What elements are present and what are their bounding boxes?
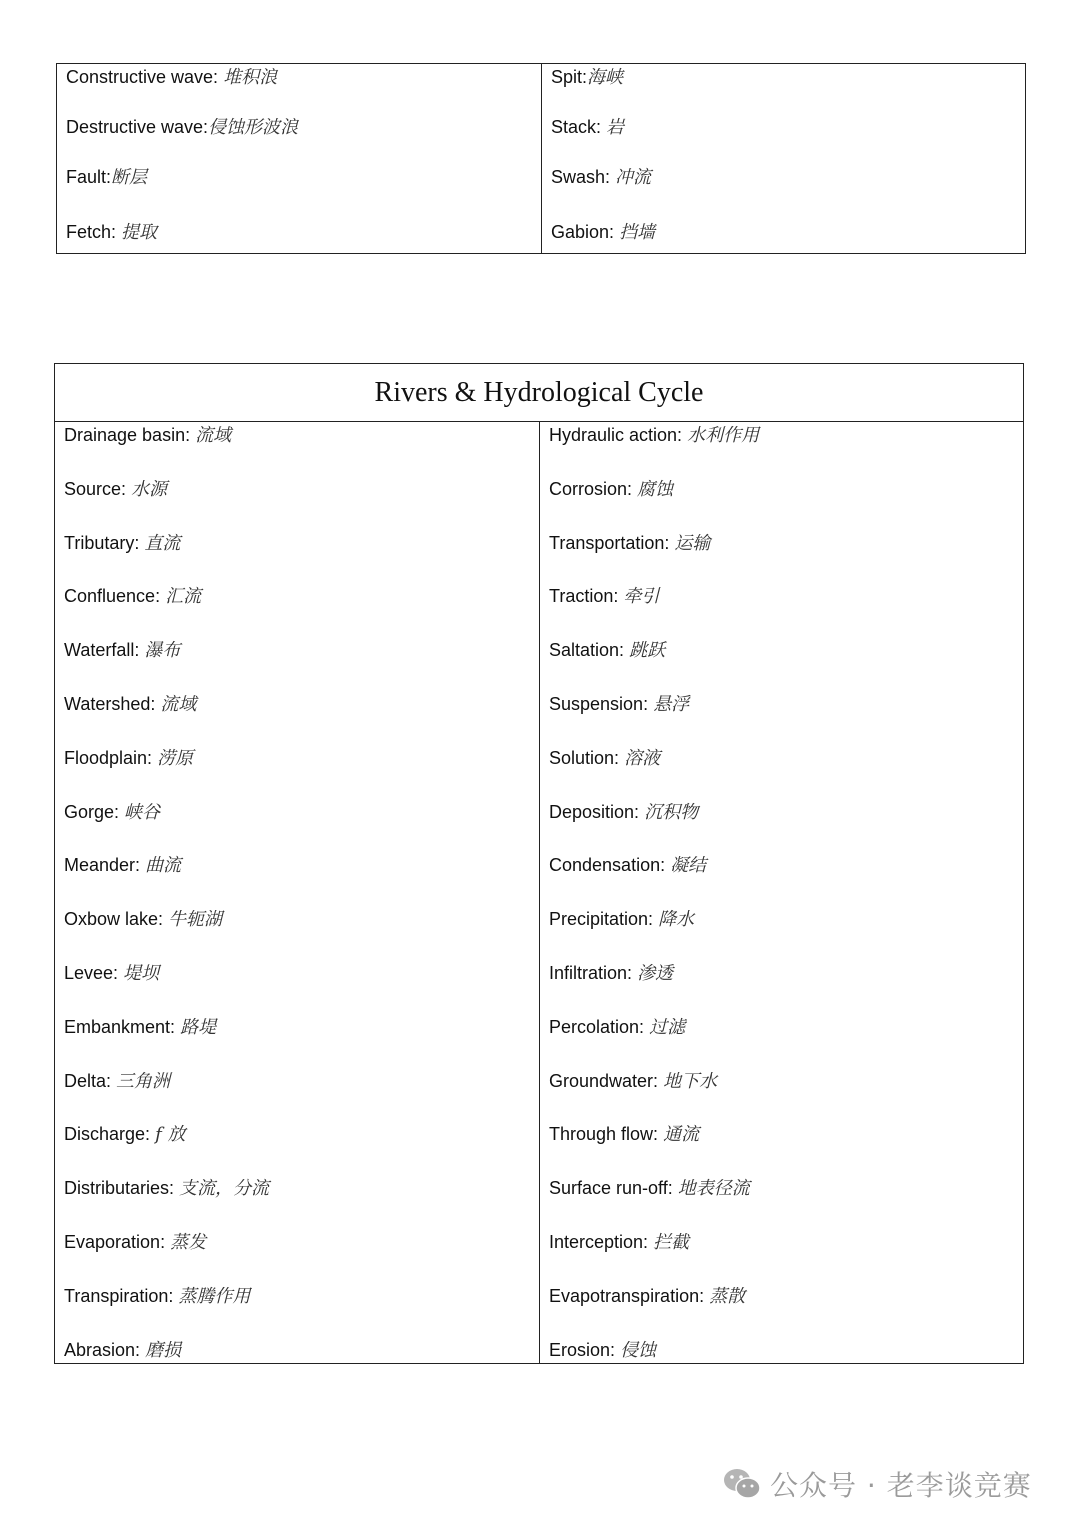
term-translation: 牛轭湖 [168, 909, 223, 931]
term-label: Suspension: [549, 694, 649, 714]
coastal-terms-table [56, 63, 1026, 254]
term-label: Watershed: [64, 694, 156, 714]
term-translation: 流域 [160, 694, 197, 715]
term-label: Transportation: [549, 532, 670, 553]
term-label: Floodplain: [64, 747, 153, 768]
term-entry: Gabion: 挡墙 [551, 222, 656, 243]
term-entry: Swash: 冲流 [551, 167, 652, 188]
term-label: Waterfall: [64, 640, 140, 661]
term-label: Interception: [549, 1232, 649, 1252]
term-label: Groundwater: [549, 1070, 659, 1091]
term-entry [549, 532, 710, 555]
term-entry [64, 1177, 269, 1200]
term-translation: 水源 [131, 478, 168, 500]
term-label: Surface run-off: [549, 1178, 673, 1199]
term-label: Evapotranspiration: [549, 1285, 705, 1306]
term-translation: 曲流 [145, 855, 182, 877]
term-entry [64, 1285, 250, 1308]
term-label: Evaporation: [64, 1232, 166, 1252]
term-label: Distributaries: [64, 1178, 175, 1199]
term-entry [64, 1123, 185, 1146]
term-translation: 流域 [195, 425, 232, 446]
term-translation: 地下水 [663, 1070, 718, 1092]
term-translation: 通流 [663, 1124, 700, 1146]
term-entry [549, 1285, 745, 1308]
term-label: Delta: [64, 1070, 112, 1091]
term-label: Erosion: [549, 1339, 616, 1360]
term-translation: f 放 [155, 1124, 186, 1146]
term-translation: 沉积物 [644, 801, 699, 823]
term-entry [549, 1339, 656, 1362]
term-translation: 汇流 [165, 586, 202, 608]
term-entry [64, 478, 167, 501]
term-entry [549, 908, 694, 931]
watermark-text: 公众号 · 老李谈竞赛 [770, 1469, 1032, 1502]
term-label: Abrasion: [64, 1339, 141, 1360]
term-translation: 水利作用 [687, 425, 760, 446]
term-label: Levee: [64, 963, 119, 983]
term-translation: 运输 [674, 532, 711, 554]
term-entry [64, 639, 180, 662]
term-entry [64, 693, 196, 716]
term-entry [64, 1339, 181, 1362]
term-translation: 牵引 [623, 586, 660, 608]
term-translation: 跳跃 [629, 640, 666, 662]
term-label: Oxbow lake: [64, 909, 164, 930]
term-label: Source: [64, 478, 127, 499]
term-label: Hydraulic action: [549, 425, 683, 445]
term-entry [64, 854, 181, 877]
term-translation: 路堤 [180, 1016, 217, 1038]
term-label: Infiltration: [549, 963, 633, 983]
term-translation: 涝原 [157, 747, 194, 769]
term-entry [64, 1016, 216, 1039]
watermark [722, 1462, 1032, 1506]
left-column [57, 64, 541, 253]
term-translation: 过滤 [649, 1016, 686, 1038]
term-translation: 渗透 [637, 963, 674, 984]
term-translation: 蒸发 [170, 1232, 207, 1253]
table-title: Rivers & Hydrological Cycle [55, 364, 1023, 422]
term-entry [549, 585, 659, 608]
term-entry: Fault:断层 [66, 167, 148, 188]
term-entry [64, 908, 222, 931]
term-translation: 瀑布 [144, 640, 181, 662]
term-translation: 直流 [144, 532, 181, 554]
term-translation: 溶液 [624, 747, 661, 769]
term-label: Percolation: [549, 1016, 645, 1037]
term-label: Drainage basin: [64, 425, 191, 445]
term-label: Deposition: [549, 801, 640, 822]
term-label: Through flow: [549, 1124, 659, 1145]
term-entry: Spit:海峡 [551, 67, 624, 88]
term-entry [64, 801, 160, 824]
term-entry [64, 585, 201, 608]
term-translation: 三角洲 [116, 1070, 171, 1092]
term-entry [549, 747, 660, 770]
left-column [55, 422, 539, 1363]
term-label: Meander: [64, 855, 141, 876]
term-entry [64, 747, 193, 770]
term-entry [549, 1070, 717, 1093]
rivers-hydrology-table [54, 363, 1024, 1364]
term-entry [549, 478, 673, 501]
term-label: Corrosion: [549, 478, 633, 499]
term-label: Transpiration: [64, 1285, 174, 1306]
term-label: Gorge: [64, 801, 120, 822]
wechat-icon [722, 1467, 762, 1501]
term-translation: 凝结 [670, 855, 707, 877]
term-entry [64, 532, 180, 555]
term-entry [64, 1070, 170, 1093]
term-translation: 蒸腾作用 [178, 1285, 251, 1307]
term-translation: 峡谷 [124, 801, 161, 823]
term-entry: Fetch: 提取 [66, 222, 158, 243]
term-translation: 腐蚀 [637, 478, 674, 500]
term-entry [549, 639, 665, 662]
term-entry [64, 1231, 206, 1254]
term-translation: 拦截 [653, 1232, 690, 1253]
term-entry: Constructive wave: 堆积浪 [66, 67, 278, 88]
term-label: Precipitation: [549, 909, 654, 930]
right-column [542, 64, 1025, 253]
term-entry [549, 1177, 750, 1200]
term-translation: 支流，分流 [179, 1178, 270, 1200]
term-label: Saltation: [549, 640, 625, 661]
term-entry [549, 693, 689, 716]
term-label: Tributary: [64, 532, 140, 553]
term-entry [549, 1016, 685, 1039]
term-entry [549, 854, 706, 877]
term-translation: 悬浮 [653, 694, 690, 715]
term-translation: 堤坝 [123, 963, 160, 984]
term-translation: 磨损 [145, 1339, 182, 1361]
term-translation: 蒸散 [709, 1285, 746, 1307]
term-translation: 地表径流 [677, 1178, 750, 1200]
term-entry [549, 424, 759, 447]
term-entry [549, 1231, 689, 1254]
term-label: Condensation: [549, 855, 666, 876]
term-entry [549, 801, 698, 824]
right-column [540, 422, 1023, 1363]
term-label: Embankment: [64, 1016, 176, 1037]
term-entry: Stack: 岩 [551, 117, 625, 138]
term-entry [64, 424, 231, 447]
term-translation: 侵蚀 [620, 1339, 657, 1361]
term-entry [549, 962, 673, 985]
term-label: Traction: [549, 586, 619, 607]
term-label: Discharge: [64, 1124, 151, 1145]
term-entry [64, 962, 159, 985]
term-entry [549, 1123, 699, 1146]
term-entry: Destructive wave:侵蚀形波浪 [66, 117, 299, 138]
term-translation: 降水 [658, 909, 695, 931]
term-label: Confluence: [64, 586, 161, 607]
term-label: Solution: [549, 747, 620, 768]
